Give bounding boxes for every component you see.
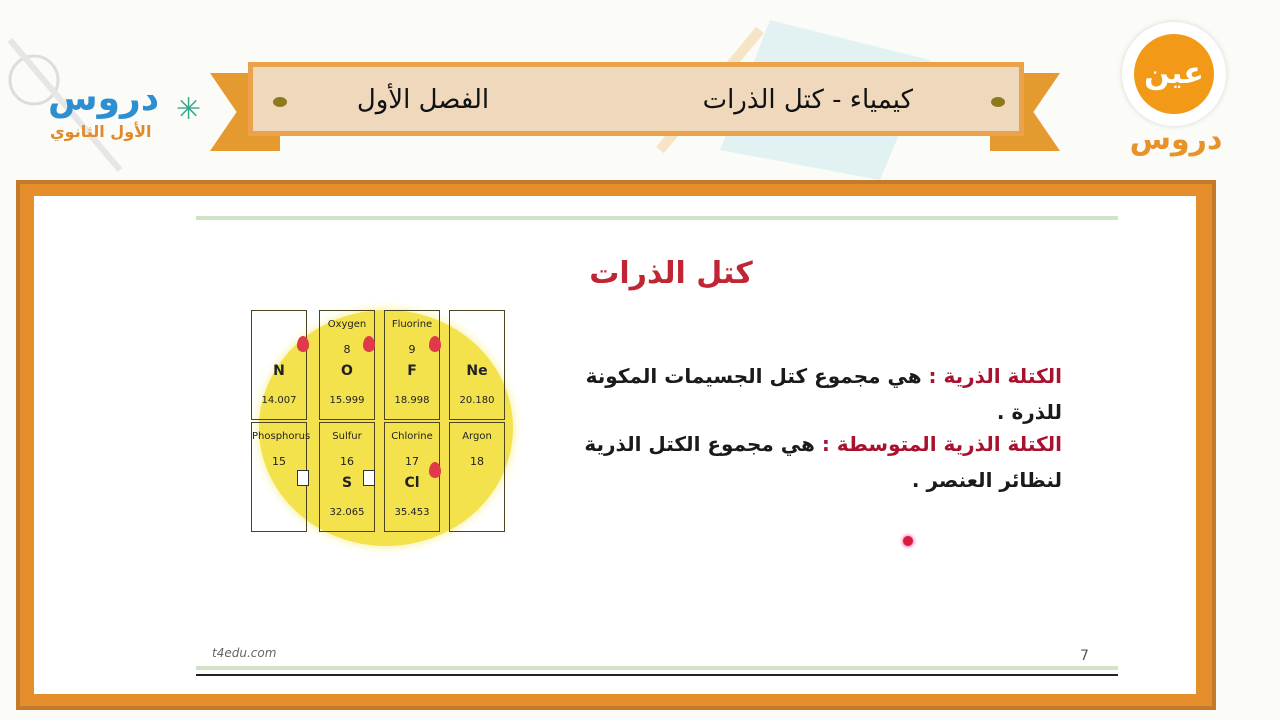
brand-logo: t4edu.com bbox=[212, 646, 277, 660]
definition-atomic-mass bbox=[562, 358, 1062, 430]
laser-pointer bbox=[903, 536, 913, 546]
bottom-line bbox=[196, 674, 1118, 676]
slide bbox=[196, 216, 1118, 684]
solid-state-icon bbox=[297, 470, 309, 486]
chapter-label: الفصل الأول bbox=[356, 85, 490, 115]
page-number: 7 bbox=[1080, 648, 1089, 664]
ribbon-dot bbox=[991, 97, 1005, 107]
term-average-atomic-mass: الكتلة الذرية المتوسطة : bbox=[821, 432, 1062, 456]
periodic-table-excerpt bbox=[252, 310, 513, 546]
ain-logo bbox=[1122, 22, 1226, 126]
slide-frame-inner bbox=[34, 196, 1196, 694]
element-cell: Chlorine 17 Cl 35.453 bbox=[384, 422, 440, 532]
lesson-title: كيمياء - كتل الذرات bbox=[702, 85, 913, 115]
logo-word: دروس bbox=[48, 78, 160, 119]
gas-marker-icon bbox=[429, 462, 441, 478]
top-rule bbox=[196, 216, 1118, 220]
element-cell: Ne 20.180 bbox=[449, 310, 505, 420]
term-atomic-mass: الكتلة الذرية : bbox=[928, 364, 1062, 388]
gas-marker-icon bbox=[297, 336, 309, 352]
gas-marker-icon bbox=[429, 336, 441, 352]
element-cell: N 14.007 bbox=[251, 310, 307, 420]
solid-state-icon bbox=[363, 470, 375, 486]
definition-text: هي مجموع الكتل الذرية لنظائر العنصر . bbox=[584, 432, 1062, 492]
definition-text: هي مجموع كتل الجسيمات المكونة للذرة . bbox=[585, 364, 1062, 424]
element-cell: Sulfur 16 S 32.065 bbox=[319, 422, 375, 532]
durous-grade-logo bbox=[40, 78, 210, 148]
element-cell: Phosphorus 15 bbox=[251, 422, 307, 532]
ain-logo-mark: عين bbox=[1134, 34, 1214, 114]
sparkle-icon: ✳ bbox=[176, 92, 202, 127]
element-cell: Fluorine 9 F 18.998 bbox=[384, 310, 440, 420]
definition-average-atomic-mass bbox=[562, 426, 1062, 498]
element-cell: Argon 18 bbox=[449, 422, 505, 532]
durous-logo-word: دروس bbox=[1129, 122, 1223, 157]
ribbon-dot bbox=[273, 97, 287, 107]
logo-grade: الأول الثانوي bbox=[50, 122, 152, 141]
header-ribbon bbox=[248, 62, 1024, 136]
bottom-rule bbox=[196, 666, 1118, 670]
element-cell: Oxygen 8 O 15.999 bbox=[319, 310, 375, 420]
slide-title: كتل الذرات bbox=[589, 256, 753, 291]
slide-frame bbox=[16, 180, 1216, 710]
gas-marker-icon bbox=[363, 336, 375, 352]
